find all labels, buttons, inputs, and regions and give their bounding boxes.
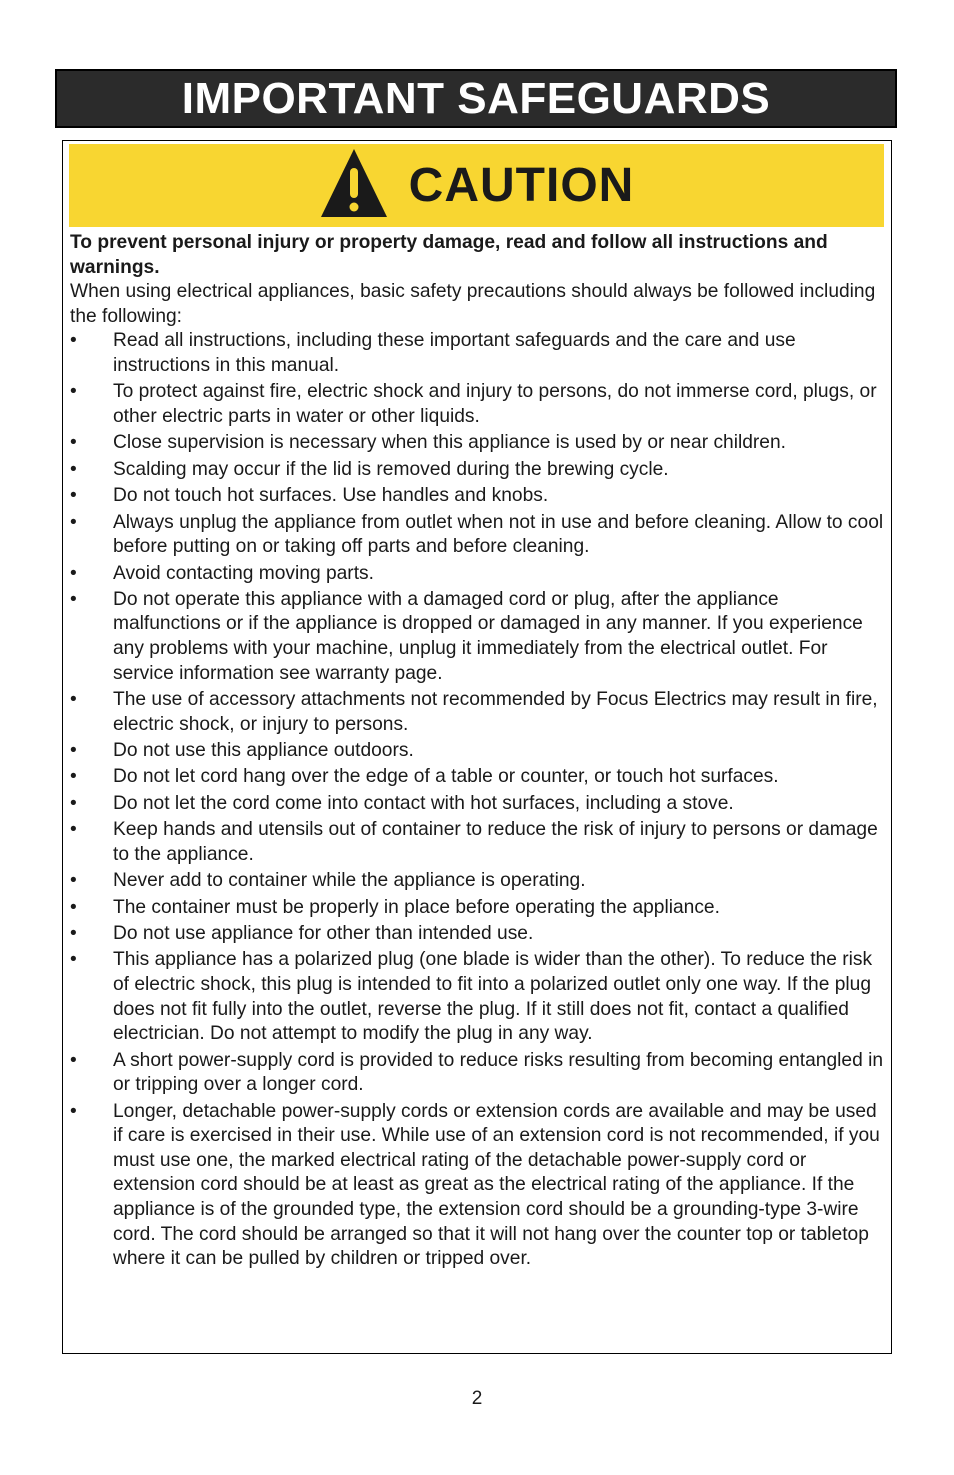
safeguard-item	[70, 329, 888, 378]
safeguard-text: The use of accessory attachments not recommended by Focus Electrics may result in fire, electric shock, or injury to persons.	[113, 689, 878, 735]
safeguard-item	[70, 688, 888, 737]
safeguard-item	[70, 896, 888, 921]
bullet-icon: •	[70, 511, 77, 533]
safeguard-item	[70, 818, 888, 867]
safeguard-item	[70, 1100, 888, 1272]
safeguard-item	[70, 458, 888, 483]
safeguards-content	[70, 231, 888, 1273]
safeguard-item	[70, 948, 888, 1046]
safeguard-text: Do not let cord hang over the edge of a table or counter, or touch hot surfaces.	[113, 766, 779, 788]
bullet-icon: •	[70, 381, 77, 403]
safeguard-text: Do not operate this appliance with a damaged cord or plug, after the appliance malfunctions or if the appliance is dropped or damaged in any manner. If you experience any problems with your machine, unplug it immediately from the electrical outlet. For service information see warranty page.	[113, 588, 863, 684]
bullet-icon: •	[70, 562, 77, 584]
bullet-icon: •	[70, 485, 77, 507]
safeguard-item	[70, 588, 888, 686]
safeguard-text: Close supervision is necessary when this appliance is used by or near children.	[113, 432, 786, 454]
safeguard-text: Do not use appliance for other than intended use.	[113, 922, 534, 944]
safeguard-text: Do not touch hot surfaces. Use handles and knobs.	[113, 485, 549, 507]
safeguard-text: Avoid contacting moving parts.	[113, 562, 374, 584]
page-number: 2	[471, 1388, 483, 1409]
safeguard-text: Do not let the cord come into contact with hot surfaces, including a stove.	[113, 792, 734, 814]
bullet-icon: •	[70, 1100, 77, 1122]
safeguard-item	[70, 431, 888, 456]
safeguard-item	[70, 765, 888, 790]
safeguard-item	[70, 922, 888, 947]
bullet-icon: •	[70, 766, 77, 788]
safeguard-text: To protect against fire, electric shock and injury to persons, do not immerse cord, plugs, or other electric parts in water or other liquids.	[113, 381, 877, 427]
bullet-icon: •	[70, 819, 77, 841]
caution-label: CAUTION	[408, 159, 635, 212]
safeguard-text: This appliance has a polarized plug (one blade is wider than the other). To reduce the risk of electric shock, this plug is intended to fit into a polarized outlet only one way. If the plug does not fit fully into the outlet, reverse the plug. If it still does not fit, contact a qualified electrician. Do not attempt to modify the plug in any way.	[113, 949, 873, 1045]
safeguard-text: Do not use this appliance outdoors.	[113, 740, 414, 762]
intro-text: When using electrical appliances, basic safety precautions should always be followed including the following:	[70, 281, 876, 327]
header-bar	[55, 69, 897, 128]
safeguard-text: Scalding may occur if the lid is removed during the brewing cycle.	[113, 458, 669, 480]
safeguard-item	[70, 562, 888, 587]
safeguard-text: The container must be properly in place before operating the appliance.	[113, 896, 720, 918]
safeguard-text: A short power-supply cord is provided to reduce risks resulting from becoming entangled in or tripping over a longer cord.	[113, 1049, 884, 1096]
bullet-icon: •	[70, 792, 77, 814]
page-title: IMPORTANT SAFEGUARDS	[181, 73, 771, 123]
bullet-icon: •	[70, 1049, 77, 1071]
safeguard-text: Read all instructions, including these important safeguards and the care and use instructions in this manual.	[113, 330, 796, 376]
caution-banner	[69, 144, 884, 227]
bullet-icon: •	[70, 458, 77, 480]
bullet-icon: •	[70, 330, 77, 352]
safeguard-item	[70, 484, 888, 509]
safeguard-item	[70, 380, 888, 429]
safeguard-text: Keep hands and utensils out of container to reduce the risk of injury to persons or damage to the appliance.	[113, 819, 878, 865]
bullet-icon: •	[70, 896, 77, 918]
intro-warning: To prevent personal injury or property damage, read and follow all instructions and warnings.	[70, 232, 828, 278]
safeguard-item	[70, 792, 888, 817]
safeguard-text: Always unplug the appliance from outlet when not in use and before cleaning. Allow to cool before putting on or taking off parts and before cleaning.	[113, 511, 884, 558]
bullet-icon: •	[70, 922, 77, 944]
bullet-icon: •	[70, 740, 77, 762]
safeguard-text: Never add to container while the appliance is operating.	[113, 870, 586, 892]
bullet-icon: •	[70, 588, 77, 610]
safeguard-item	[70, 1049, 888, 1098]
safeguard-list	[70, 329, 888, 1271]
safeguard-item	[70, 739, 888, 764]
bullet-icon: •	[70, 432, 77, 454]
bullet-icon: •	[70, 870, 77, 892]
warning-triangle-icon	[319, 146, 389, 225]
safeguard-text: Longer, detachable power-supply cords or extension cords are available and may be used if care is exercised in their use. While use of an extension cord is not recommended, if you must use one, the marked electrical rating of the detachable power-supply cord or extension cord should be at least as great as the electrical rating of the appliance. If the appliance is of the grounded type, the extension cord should be a grounding-type 3-wire cord. The cord should be arranged so that it will not hang over the counter top or tabletop where it can be pulled by children or tripped over.	[113, 1100, 880, 1270]
safeguards-frame	[62, 140, 892, 1354]
safeguard-item	[70, 511, 888, 560]
safeguard-item	[70, 869, 888, 894]
bullet-icon: •	[70, 949, 77, 971]
bullet-icon: •	[70, 689, 77, 711]
